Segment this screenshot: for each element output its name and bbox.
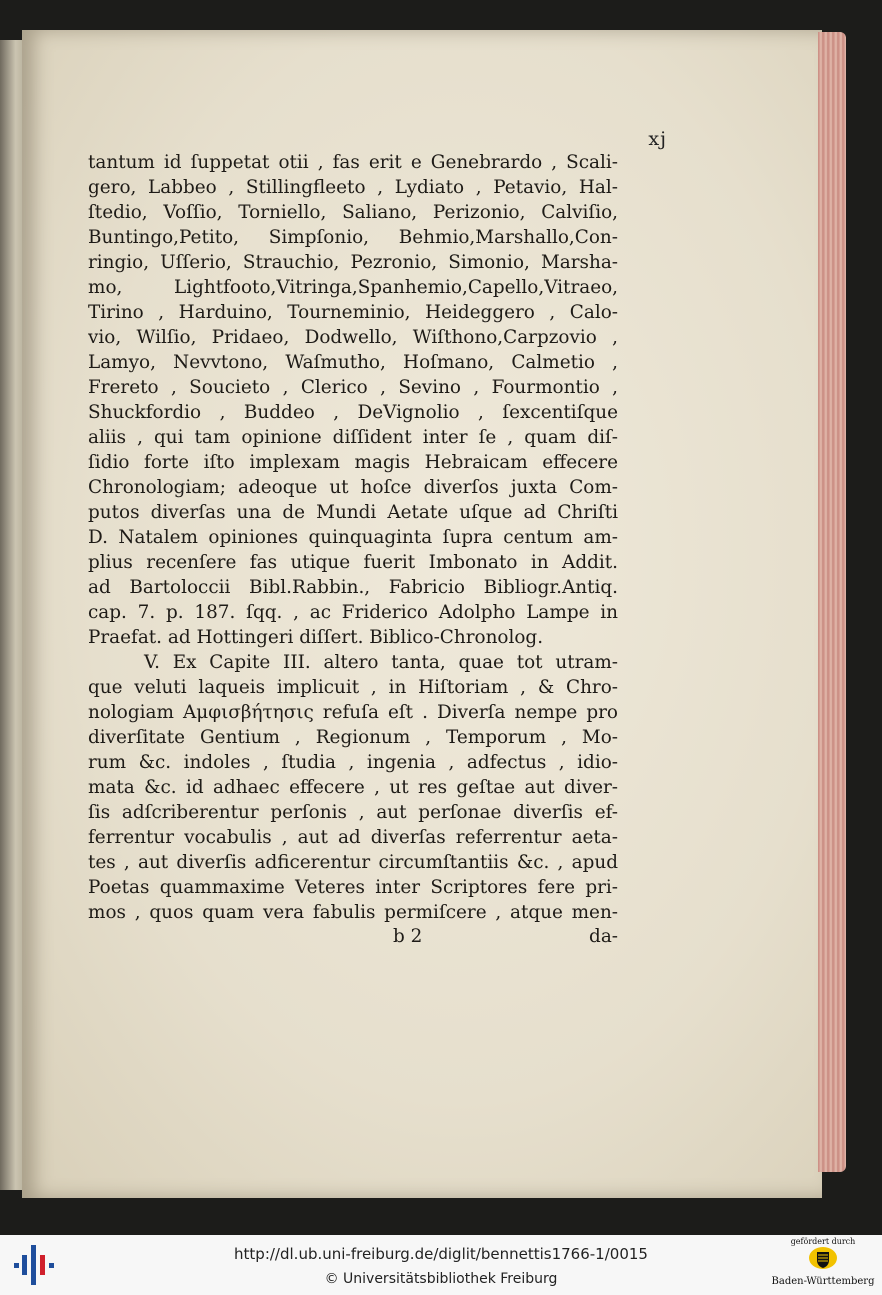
text-line: Buntingo,Petito, Simpſonio, Behmio,Marshallo,Con- [88, 227, 618, 248]
text-line: ſidio forte iſto implexam magis Hebraicam effecere [88, 452, 618, 473]
copyright-notice: © Universitätsbibliothek Freiburg [324, 1271, 558, 1287]
body-text [88, 150, 618, 925]
catchword: da- [589, 926, 618, 947]
signature-mark: b 2 [393, 926, 423, 947]
text-line: Shuckfordio , Buddeo , DeVignolio , ſexcentiſque [88, 402, 618, 423]
text-line: rum &c. indoles , ſtudia , ingenia , adfectus , idio- [88, 752, 618, 773]
text-line: mos , quos quam vera fabulis permiſcere , atque men- [88, 902, 618, 923]
text-line: tantum id ſuppetat otii , fas erit e Genebrardo , Scali- [88, 152, 618, 173]
text-line: Frereto , Soucieto , Clerico , Sevino , Fourmontio , [88, 377, 618, 398]
viewer-footer-bar [0, 1235, 882, 1295]
text-line: gero, Labbeo , Stillingfleeto , Lydiato , Petavio, Hal- [88, 177, 618, 198]
sponsor-block[interactable] [768, 1237, 878, 1287]
page-block-edge [818, 32, 846, 1172]
text-line: vio, Wilſio, Pridaeo, Dodwello, Wiſthono,Carpzovio , [88, 327, 618, 348]
text-line: Tirino , Harduino, Tourneminio, Heideggero , Calo- [88, 302, 618, 323]
permalink-url[interactable]: http://dl.ub.uni-freiburg.de/diglit/bennettis1766-1/0015 [234, 1245, 648, 1263]
text-line: diverſitate Gentium , Regionum , Temporum , Mo- [88, 727, 618, 748]
sponsor-name: Baden-Württemberg [771, 1276, 875, 1287]
text-line: putos diverſas una de Mundi Aetate uſque ad Chriſti [88, 502, 618, 523]
text-line: Poetas quammaxime Veteres inter Scriptores fere pri- [88, 877, 618, 898]
sponsor-label: gefördert durch [790, 1237, 856, 1246]
baden-wuerttemberg-emblem-icon [808, 1246, 838, 1270]
page-number: xj [648, 128, 667, 150]
text-line: mo, Lightfooto,Vitringa,Spanhemio,Capello,Vitraeo, [88, 277, 618, 298]
text-line: ferrentur vocabulis , aut ad diverſas referrentur aeta- [88, 827, 618, 848]
page-footer [88, 926, 618, 951]
text-line: ſtedio, Voſſio, Torniello, Saliano, Perizonio, Calviſio, [88, 202, 618, 223]
text-line: nologiam Αμφισβήτησις refuſa eſt . Diverſa nempe pro [88, 702, 618, 723]
text-line: ad Bartoloccii Bibl.Rabbin., Fabricio Bibliogr.Antiq. [88, 577, 618, 598]
text-line: cap. 7. p. 187. ſqq. , ac Friderico Adolpho Lampe in [88, 602, 618, 623]
text-line: ringio, Uſſerio, Strauchio, Pezronio, Simonio, Marsha- [88, 252, 618, 273]
text-line: D. Natalem opiniones quinquaginta ſupra centum am- [88, 527, 618, 548]
text-line-paragraph-start: V. Ex Capite III. altero tanta, quae tot utram- [144, 652, 618, 673]
text-line: tes , aut diverſis adficerentur circumſtantiis &c. , apud [88, 852, 618, 873]
text-line: ſis adſcriberentur perſonis , aut perſonae diverſis ef- [88, 802, 618, 823]
text-line: plius recenſere fas utique fuerit Imbonato in Addit. [88, 552, 618, 573]
text-line: que veluti laqueis implicuit , in Hiſtoriam , & Chro- [88, 677, 618, 698]
text-line: Chronologiam; adeoque ut hoſce diverſos juxta Com- [88, 477, 618, 498]
text-line: mata &c. id adhaec effecere , ut res geſtae aut diver- [88, 777, 618, 798]
text-line: Praefat. ad Hottingeri diſſert. Biblico-Chronolog. [88, 627, 544, 648]
text-line: Lamyo, Nevvtono, Waſmutho, Hoſmano, Calmetio , [88, 352, 618, 373]
text-line: aliis , qui tam opinione diſſident inter ſe , quam diſ- [88, 427, 618, 448]
